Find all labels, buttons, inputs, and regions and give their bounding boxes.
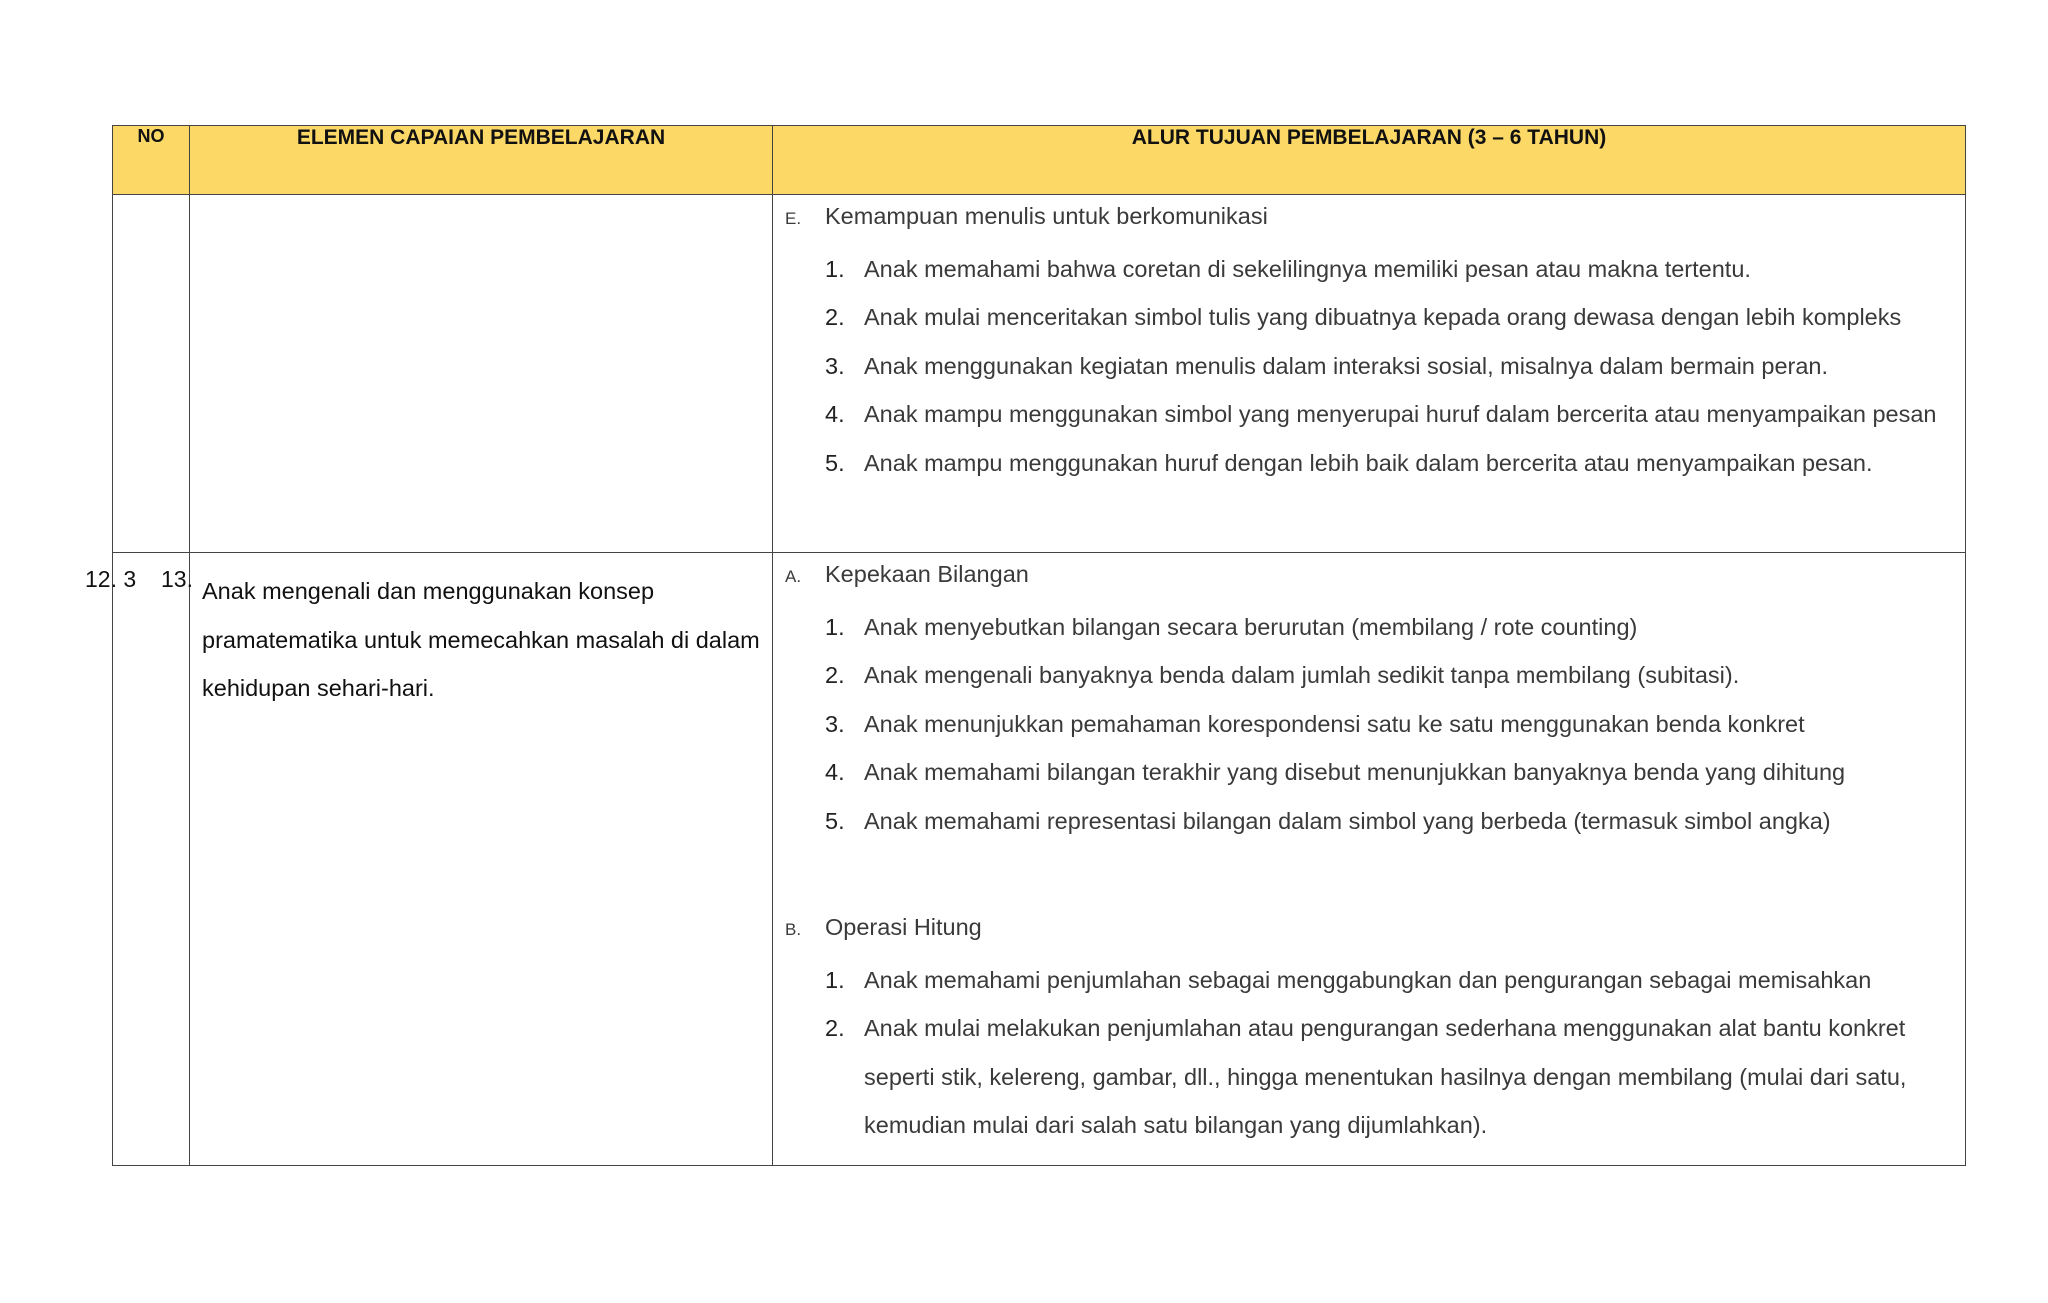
table-row [113,195,1966,553]
item-number: 3. [825,352,845,379]
item-text: Anak memahami representasi bilangan dalam simbol yang berbeda (termasuk simbol angka) [864,807,1831,834]
section-heading [785,196,1953,245]
item-text: Anak memahami bilangan terakhir yang disebut menunjukkan banyaknya benda yang dihitung [864,759,1846,785]
item-text: Anak memahami penjumlahan sebagai menggabungkan dan pengurangan sebagai memisahkan [864,966,1872,993]
item-text: Anak mampu menggunakan simbol yang menyerupai huruf dalam bercerita atau menyampaikan pesan [864,401,1937,427]
list-item [825,390,1953,439]
alur-cell [773,195,1966,553]
table-row [113,553,1966,1166]
objective-list [785,603,1953,846]
item-number: 5. [825,807,845,834]
list-item [825,651,1953,700]
item-number: 1. [825,966,845,993]
list-item [825,748,1953,797]
item-number: 2. [825,304,845,330]
item-number: 1. [825,613,845,640]
section-heading [785,907,1953,956]
item-text: Anak memahami bahwa coretan di sekelilingnya memiliki pesan atau makna tertentu. [864,255,1751,282]
item-text: Anak menunjukkan pemahaman korespondensi satu ke satu menggunakan benda konkret [864,710,1805,737]
list-item [825,342,1953,391]
section-letter: B. [785,920,802,939]
row-number-secondary: 13. [161,566,193,592]
item-text: Anak mulai melakukan penjumlahan atau pengurangan sederhana menggunakan alat bantu konkret seperti stik, kelereng, gambar, dll., hingga menentukan hasilnya dengan membilang (mulai dari satu, kemudian mulai dari salah satu bilangan yang dijumlahkan). [864,1015,1907,1138]
item-text: Anak mengenali banyaknya benda dalam jumlah sedikit tanpa membilang (subitasi). [864,662,1740,688]
section-title: Kepekaan Bilangan [825,561,1029,587]
elemen-text: Anak mengenali dan menggunakan konsep pramatematika untuk memecahkan masalah di dalam kehidupan sehari-hari. [202,578,760,701]
item-number: 4. [825,401,845,427]
item-number: 1. [825,255,845,282]
list-item [825,603,1953,652]
section-heading [785,554,1953,603]
item-text: Anak menyebutkan bilangan secara berurutan (membilang / rote counting) [864,613,1638,640]
section-title: Operasi Hitung [825,914,982,940]
row-number: 12. 3 [85,566,137,592]
no-cell-empty [113,195,190,553]
header-no: NO [113,126,190,195]
objective-list [785,956,1953,1150]
section-letter: E. [785,209,802,228]
header-alur: ALUR TUJUAN PEMBELAJARAN (3 – 6 TAHUN) [773,126,1966,195]
no-cell [85,553,193,1166]
item-number: 5. [825,449,845,476]
list-item [825,439,1953,488]
elemen-cell-empty [190,195,773,553]
item-text: Anak menggunakan kegiatan menulis dalam interaksi sosial, misalnya dalam bermain peran. [864,352,1829,379]
item-number: 4. [825,759,845,785]
item-number: 2. [825,662,845,688]
list-item [825,956,1953,1005]
list-item [825,797,1953,846]
objective-list [785,245,1953,488]
alur-cell [773,553,1966,1166]
elemen-cell [190,553,773,1166]
list-item [825,293,1953,342]
item-number: 3. [825,710,845,737]
list-item [825,1004,1953,1150]
item-number: 2. [825,1015,845,1041]
section-title: Kemampuan menulis untuk berkomunikasi [825,203,1268,229]
list-item [825,245,1953,294]
header-elemen: ELEMEN CAPAIAN PEMBELAJARAN [190,126,773,195]
section-spacer [785,845,1953,907]
table-header-row [113,126,1966,195]
list-item [825,700,1953,749]
item-text: Anak mampu menggunakan huruf dengan lebih baik dalam bercerita atau menyampaikan pesan. [864,449,1873,476]
curriculum-table [85,125,1966,1166]
item-text: Anak mulai menceritakan simbol tulis yang dibuatnya kepada orang dewasa dengan lebih kompleks [864,304,1902,330]
section-letter: A. [785,567,802,586]
